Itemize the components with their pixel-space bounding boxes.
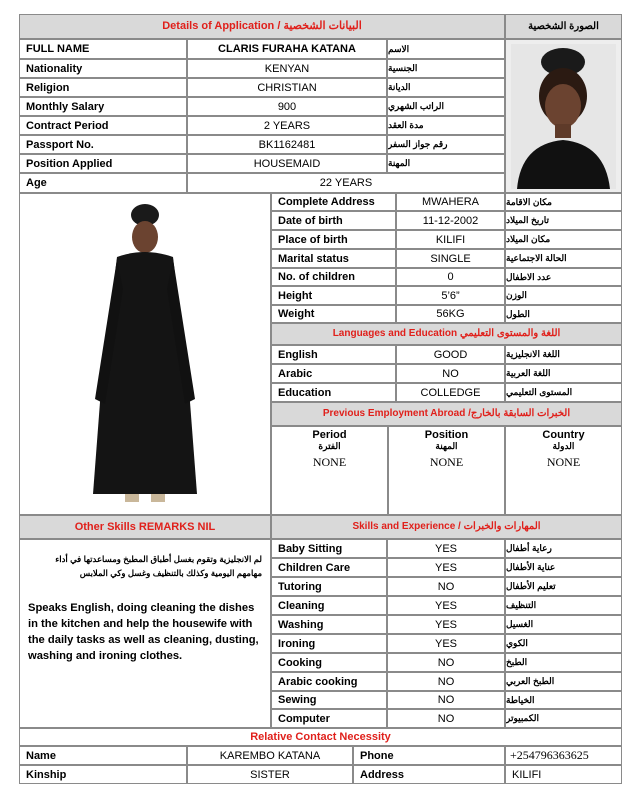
skill-value: NO <box>387 672 505 691</box>
position-heading-arabic: المهنة <box>435 441 458 451</box>
contact-phone-value: +254796363625 <box>505 746 622 765</box>
skill-arabic: الطبخ العربي <box>505 672 622 691</box>
period-heading-arabic: الفترة <box>318 441 341 451</box>
skill-value: YES <box>387 558 505 577</box>
full-body-photo <box>19 193 271 515</box>
employment-header-text: Previous Employment Abroad /الخبرات السابقة بالخارج <box>322 408 571 419</box>
skill-arabic: عناية الأطفال <box>505 558 622 577</box>
details-label: Date of birth <box>271 211 396 230</box>
skill-label: Cleaning <box>271 596 387 615</box>
country-heading-arabic: الدولة <box>552 441 575 451</box>
employment-position-column <box>388 426 505 515</box>
contact-address-value: KILIFI <box>505 765 622 784</box>
language-label: Arabic <box>271 364 396 383</box>
skill-value: NO <box>387 577 505 596</box>
skill-arabic: الكوي <box>505 634 622 653</box>
skill-value: YES <box>387 596 505 615</box>
personal-value: CLARIS FURAHA KATANA <box>187 39 387 59</box>
personal-label: Contract Period <box>19 116 187 135</box>
personal-arabic: مدة العقد <box>387 116 505 135</box>
languages-header <box>271 323 622 345</box>
contact-header <box>19 728 622 746</box>
language-value: GOOD <box>396 345 505 364</box>
country-value: NONE <box>546 455 581 469</box>
details-value: 11-12-2002 <box>396 211 505 230</box>
personal-value: 2 YEARS <box>187 116 387 135</box>
country-heading: Country <box>542 429 585 441</box>
skill-value: YES <box>387 634 505 653</box>
employment-country-column <box>505 426 622 515</box>
details-label: Complete Address <box>271 193 396 211</box>
personal-label: Monthly Salary <box>19 97 187 116</box>
details-label: Height <box>271 286 396 305</box>
skills-header <box>271 515 622 539</box>
contact-kinship-value: SISTER <box>187 765 353 784</box>
period-heading: Period <box>312 429 347 441</box>
full-body-photo-graphic <box>65 199 225 509</box>
details-label: No. of children <box>271 268 396 286</box>
remarks-arabic: لم الانجليزية وتقوم بغسل أطباق المطبخ ومساعدتها في أداء مهامهم اليومية وكذلك بالتنظيف وغسل وكي الملابس <box>55 554 262 578</box>
languages-header-text: Languages and Education اللغة والمستوى التعليمي <box>332 328 561 339</box>
skill-value: YES <box>387 615 505 634</box>
other-skills-remarks <box>19 539 271 728</box>
contact-kinship-label: Kinship <box>19 765 187 784</box>
skill-arabic: الكمبيوتر <box>505 709 622 728</box>
personal-arabic: رقم جواز السفر <box>387 135 505 154</box>
employment-header <box>271 402 622 426</box>
contact-name-label: Name <box>19 746 187 765</box>
skill-label: Cooking <box>271 653 387 672</box>
details-value: MWAHERA <box>396 193 505 211</box>
contact-address-label: Address <box>353 765 505 784</box>
details-arabic: تاريخ الميلاد <box>505 211 622 230</box>
personal-value: HOUSEMAID <box>187 154 387 173</box>
details-arabic: عدد الاطفال <box>505 268 622 286</box>
employment-period-column <box>271 426 388 515</box>
skill-label: Children Care <box>271 558 387 577</box>
skills-header-text: Skills and Experience / المهارات والخبرات <box>352 521 541 532</box>
language-arabic: اللغة الانجليزية <box>505 345 622 364</box>
personal-value: CHRISTIAN <box>187 78 387 97</box>
skill-arabic: تعليم الأطفال <box>505 577 622 596</box>
language-label: Education <box>271 383 396 402</box>
details-value: 0 <box>396 268 505 286</box>
details-arabic: مكان الميلاد <box>505 230 622 249</box>
skill-label: Washing <box>271 615 387 634</box>
skill-arabic: الخياطة <box>505 691 622 709</box>
details-header <box>19 14 505 39</box>
details-arabic: الطول <box>505 305 622 323</box>
skill-arabic: الطبخ <box>505 653 622 672</box>
personal-value: KENYAN <box>187 59 387 78</box>
skill-value: NO <box>387 709 505 728</box>
language-value: NO <box>396 364 505 383</box>
photo-header-text: الصورة الشخصية <box>528 21 599 32</box>
portrait-photo-graphic <box>511 44 616 189</box>
skill-value: NO <box>387 691 505 709</box>
details-header-text: Details of Application / البيانات الشخصية <box>162 20 362 32</box>
skill-label: Baby Sitting <box>271 539 387 558</box>
personal-arabic: الديانة <box>387 78 505 97</box>
personal-label: Age <box>19 173 187 193</box>
contact-phone-label: Phone <box>353 746 505 765</box>
skill-label: Arabic cooking <box>271 672 387 691</box>
position-value: NONE <box>429 455 464 469</box>
personal-value: 22 YEARS <box>187 173 505 193</box>
contact-name-value: KAREMBO KATANA <box>187 746 353 765</box>
language-arabic: المستوى التعليمي <box>505 383 622 402</box>
other-skills-header-text: Other Skills REMARKS NIL <box>74 521 216 533</box>
skill-label: Tutoring <box>271 577 387 596</box>
photo-header <box>505 14 622 39</box>
details-arabic: الحالة الاجتماعية <box>505 249 622 268</box>
skill-arabic: الغسيل <box>505 615 622 634</box>
remarks-english: Speaks English, doing cleaning the dishes in the kitchen and help the housewife with the daily tasks as well as cleaning, dusting, washing and ironing clothes. <box>28 602 259 662</box>
other-skills-header <box>19 515 271 539</box>
details-label: Place of birth <box>271 230 396 249</box>
skill-value: YES <box>387 539 505 558</box>
details-value: 56KG <box>396 305 505 323</box>
language-label: English <box>271 345 396 364</box>
personal-arabic: الراتب الشهري <box>387 97 505 116</box>
details-value: SINGLE <box>396 249 505 268</box>
personal-label: Nationality <box>19 59 187 78</box>
skill-label: Sewing <box>271 691 387 709</box>
period-value: NONE <box>312 455 347 469</box>
portrait-photo <box>505 39 622 193</box>
personal-label: Position Applied <box>19 154 187 173</box>
language-value: COLLEDGE <box>396 383 505 402</box>
personal-value: 900 <box>187 97 387 116</box>
personal-arabic: الجنسية <box>387 59 505 78</box>
details-arabic: الوزن <box>505 286 622 305</box>
position-heading: Position <box>424 429 469 441</box>
details-value: KILIFI <box>396 230 505 249</box>
details-label: Marital status <box>271 249 396 268</box>
contact-header-text: Relative Contact Necessity <box>250 731 391 743</box>
personal-arabic: المهنة <box>387 154 505 173</box>
skill-arabic: التنظيف <box>505 596 622 615</box>
personal-label: Religion <box>19 78 187 97</box>
personal-label: Passport No. <box>19 135 187 154</box>
personal-value: BK1162481 <box>187 135 387 154</box>
skill-label: Ironing <box>271 634 387 653</box>
personal-arabic: الاسم <box>387 39 505 59</box>
details-label: Weight <box>271 305 396 323</box>
details-value: 5’6” <box>396 286 505 305</box>
personal-label: FULL NAME <box>19 39 187 59</box>
skill-label: Computer <box>271 709 387 728</box>
language-arabic: اللغة العربية <box>505 364 622 383</box>
details-arabic: مكان الاقامة <box>505 193 622 211</box>
skill-arabic: رعاية أطفال <box>505 539 622 558</box>
skill-value: NO <box>387 653 505 672</box>
